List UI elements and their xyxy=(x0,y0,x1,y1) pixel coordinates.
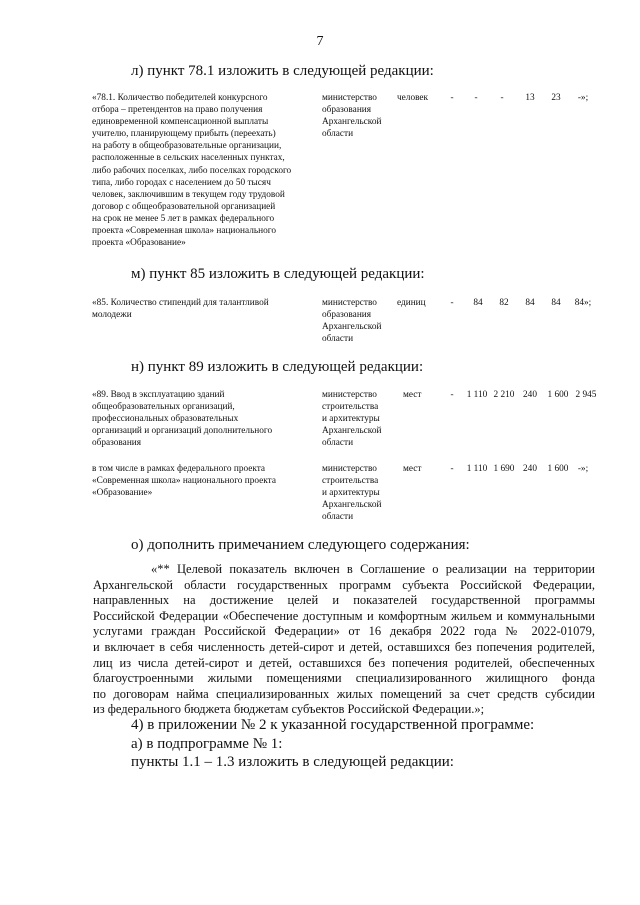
note-paragraph xyxy=(93,562,595,718)
note-line: «** Целевой показатель включен в Соглашение о реализации на территории xyxy=(151,562,595,576)
executor-line: строительства xyxy=(322,402,379,413)
executor-line: области xyxy=(322,438,354,449)
note-line: направленных на достижение целей и показателей государственной программы xyxy=(93,593,595,608)
desc-line: расположенные в сельских населенных пунктах, xyxy=(92,153,285,164)
row-89-subrow-value: 1 110 xyxy=(466,464,488,474)
executor-line: Архангельской xyxy=(322,117,382,128)
desc-line: единовременной компенсационной выплаты xyxy=(92,117,269,128)
row-85-executor xyxy=(322,297,404,345)
desc-line: договор с общеобразовательной организацией xyxy=(92,201,276,212)
desc-line: либо рабочих поселках, либо поселках городского xyxy=(92,165,292,176)
row-89-value: 2 210 xyxy=(493,390,515,400)
desc-line: «89. Ввод в эксплуатацию зданий xyxy=(92,390,225,400)
executor-line: министерство xyxy=(322,93,377,103)
desc-line: «Образование» xyxy=(92,488,153,499)
row-89-value: - xyxy=(450,390,454,400)
executor-line: строительства xyxy=(322,476,379,487)
desc-line: проекта «Современная школа» национального xyxy=(92,226,276,237)
row-78-1-value: -»; xyxy=(577,93,589,103)
executor-line: области xyxy=(322,334,354,345)
row-78-1-value: - xyxy=(500,93,504,103)
row-85-value: 84 xyxy=(473,298,483,308)
desc-line: «Современная школа» национального проекта xyxy=(92,476,276,487)
desc-line: человек, заключившим в текущем году трудовой xyxy=(92,189,285,200)
row-85-value: 84»; xyxy=(574,298,592,308)
row-85-description xyxy=(92,297,320,321)
row-78-1-value: - xyxy=(474,93,478,103)
desc-line: профессиональных образовательных xyxy=(92,414,239,425)
row-78-1-description xyxy=(92,92,320,249)
row-85-value: 84 xyxy=(525,298,535,308)
row-78-1-value: 13 xyxy=(525,93,535,103)
row-85-value: 84 xyxy=(551,298,561,308)
section-m-heading: м) пункт 85 изложить в следующей редакции: xyxy=(131,266,425,282)
row-89-value: 1 600 xyxy=(547,390,569,400)
row-89-executor xyxy=(322,389,404,449)
page-number: 7 xyxy=(316,34,324,49)
section-n-heading: н) пункт 89 изложить в следующей редакции: xyxy=(131,359,424,375)
row-89-unit: мест xyxy=(403,390,422,400)
desc-line: отбора – претендентов на право получения xyxy=(92,105,263,116)
row-89-subrow-value: -»; xyxy=(577,464,589,474)
row-78-1-executor xyxy=(322,92,404,140)
row-89-subrow-value: 1 690 xyxy=(493,464,515,474)
closing-line: пункты 1.1 – 1.3 изложить в следующей редакции: xyxy=(131,754,454,770)
row-89-value: 1 110 xyxy=(466,390,488,400)
desc-line: в том числе в рамках федерального проекта xyxy=(92,464,266,474)
executor-line: и архитектуры xyxy=(322,414,380,425)
note-line: из федерального бюджета бюджетам субъектов Российской Федерации.»; xyxy=(93,702,485,717)
executor-line: и архитектуры xyxy=(322,488,380,499)
desc-line: проекта «Образование» xyxy=(92,238,186,249)
note-line: услугами граждан Российской Федерации» от 16 декабря 2022 года № 2022-01079, xyxy=(93,624,595,639)
section-o-heading: о) дополнить примечанием следующего содержания: xyxy=(131,537,470,553)
row-89-subrow-value: - xyxy=(450,464,454,474)
note-line: благоустроенными жилыми помещениями специализированного жилищного фонда xyxy=(93,671,595,686)
desc-line: на срок не менее 5 лет в рамках федерального xyxy=(92,213,275,224)
note-line: лиц из числа детей-сирот и детей, оставшихся без попечения родителей, обеспеченных xyxy=(93,655,595,670)
section-l-heading: л) пункт 78.1 изложить в следующей редакции: xyxy=(131,63,434,79)
row-78-1-value: 23 xyxy=(551,93,561,103)
desc-line: на работу в общеобразовательные организации, xyxy=(92,141,282,152)
executor-line: Архангельской xyxy=(322,426,382,437)
executor-line: Архангельской xyxy=(322,322,382,333)
closing-line: а) в подпрограмме № 1: xyxy=(131,736,283,752)
executor-line: области xyxy=(322,512,354,523)
row-89-subrow-description xyxy=(92,463,320,499)
note-line: Архангельской области государственных программ субъекта Российской Федерации, xyxy=(93,577,595,592)
row-78-1-value: - xyxy=(450,93,454,103)
row-85-unit: единиц xyxy=(397,298,426,308)
note-line: по договорам найма специализированных жилых помещений за счет средств субсидии xyxy=(93,686,595,701)
executor-line: министерство xyxy=(322,390,377,400)
row-89-subrow-executor xyxy=(322,463,404,523)
desc-line: «78.1. Количество победителей конкурсного xyxy=(92,93,268,103)
note-line: и включает в себя численность детей-сирот и детей, оставшихся без попечения родителей, xyxy=(93,639,595,654)
row-89-value: 240 xyxy=(523,390,537,400)
desc-line: молодежи xyxy=(92,310,132,321)
row-89-description xyxy=(92,389,320,449)
row-85-value: - xyxy=(450,298,454,308)
desc-line: образования xyxy=(92,438,142,449)
executor-line: Архангельской xyxy=(322,500,382,511)
executor-line: образования xyxy=(322,105,372,116)
executor-line: образования xyxy=(322,310,372,321)
desc-line: типа, либо городах с населением до 50 тысяч xyxy=(92,177,271,188)
executor-line: области xyxy=(322,129,354,140)
row-85-value: 82 xyxy=(499,298,509,308)
closing-line: 4) в приложении № 2 к указанной государственной программе: xyxy=(131,717,535,733)
row-89-subrow-value: 240 xyxy=(523,464,537,474)
desc-line: организаций и организаций дополнительного xyxy=(92,426,273,437)
desc-line: учителю, планирующему прибыть (переехать) xyxy=(92,129,276,140)
desc-line: «85. Количество стипендий для талантливой xyxy=(92,298,269,308)
row-78-1-unit: человек xyxy=(397,93,429,103)
executor-line: министерство xyxy=(322,464,377,474)
note-line: Российской Федерации «Обеспечение доступным и комфортным жильем и коммунальными xyxy=(93,608,595,623)
row-89-subrow-value: 1 600 xyxy=(547,464,569,474)
row-89-value: 2 945 xyxy=(575,390,597,400)
desc-line: общеобразовательных организаций, xyxy=(92,402,235,413)
executor-line: министерство xyxy=(322,298,377,308)
row-89-subrow-unit: мест xyxy=(403,464,422,474)
